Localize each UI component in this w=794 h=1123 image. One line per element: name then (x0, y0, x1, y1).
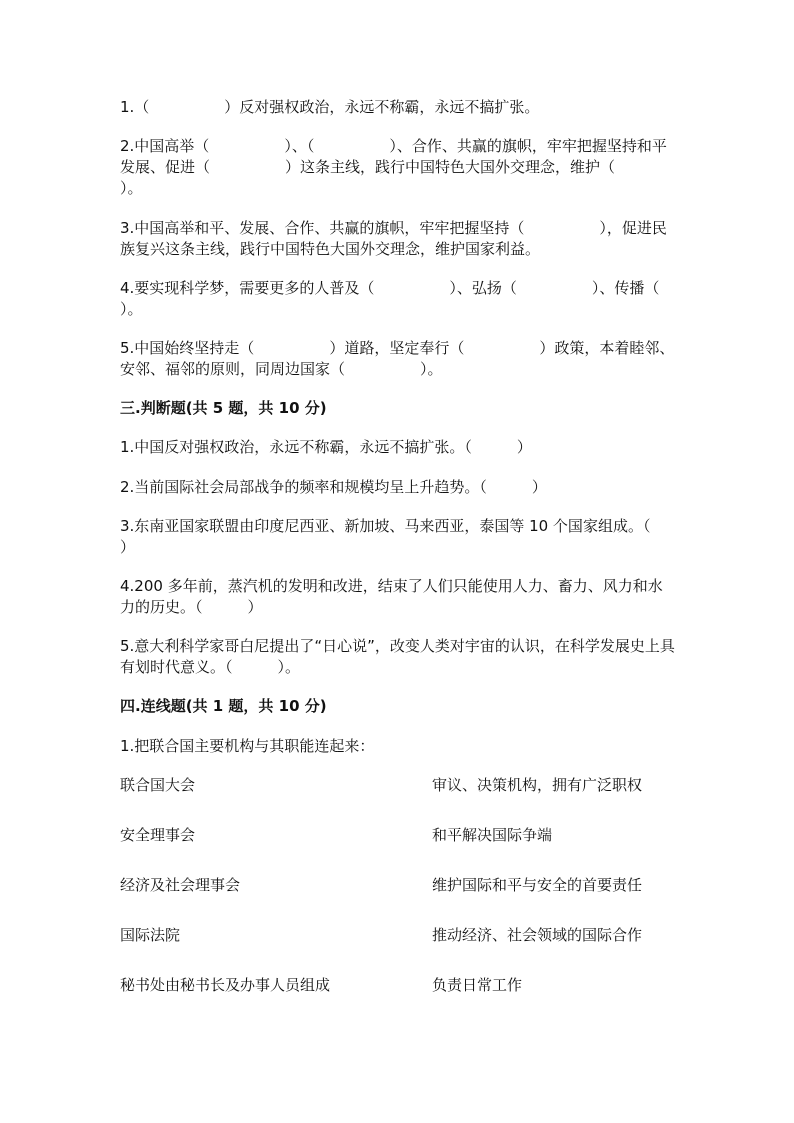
section-title-judgment: 三.判断题(共 5 题，共 10 分) (120, 399, 327, 417)
judgment-question-1: 1.中国反对强权政治，永远不称霸，永远不搞扩张。（ ） (120, 438, 532, 456)
matching-instruction: 1.把联合国主要机构与其职能连起来： (120, 737, 375, 755)
matching-left-item-4: 国际法院 (120, 926, 181, 944)
matching-left-item-1: 联合国大会 (120, 776, 196, 794)
matching-right-item-3: 维护国际和平与安全的首要责任 (432, 876, 643, 894)
matching-left-item-5: 秘书处由秘书长及办事人员组成 (120, 976, 331, 994)
matching-left-item-3: 经济及社会理事会 (120, 876, 241, 894)
fill-blank-question-2: 2.中国高举（ ）、（ ）、合作、共赢的旗帜，牢牢把握坚持和平发展、促进（ ）这条主线，践行中国特色大国外交理念，维护（ ）。 (120, 137, 691, 197)
fill-blank-question-3: 3.中国高举和平、发展、合作、共赢的旗帜，牢牢把握坚持（ ），促进民族复兴这条主线，践行中国特色大国外交理念，维护国家利益。 (120, 219, 667, 258)
matching-right-item-1: 审议、决策机构，拥有广泛职权 (432, 776, 643, 794)
matching-right-item-5: 负责日常工作 (432, 976, 523, 994)
matching-right-item-2: 和平解决国际争端 (432, 826, 553, 844)
fill-blank-question-4: 4.要实现科学梦，需要更多的人普及（ ）、弘扬（ ）、传播（ ）。 (120, 279, 735, 318)
matching-left-item-2: 安全理事会 (120, 826, 196, 844)
judgment-question-2: 2.当前国际社会局部战争的频率和规模均呈上升趋势。（ ） (120, 478, 547, 496)
judgment-question-3: 3.东南亚国家联盟由印度尼西亚、新加坡、马来西亚，泰国等 10 个国家组成。（ ） (120, 517, 696, 556)
judgment-question-5: 5.意大利科学家哥白尼提出了“日心说”，改变人类对宇宙的认识，在科学发展史上具有划时代意义。（ ）。 (120, 637, 675, 676)
matching-right-item-4: 推动经济、社会领域的国际合作 (432, 926, 643, 944)
section-title-matching: 四.连线题(共 1 题，共 10 分) (120, 697, 327, 715)
fill-blank-question-5: 5.中国始终坚持走（ ）道路，坚定奉行（ ）政策，本着睦邻、安邻、福邻的原则，同周边国家（ ）。 (120, 339, 675, 378)
judgment-question-4: 4.200 多年前，蒸汽机的发明和改进，结束了人们只能使用人力、畜力、风力和水力的历史。（ ） (120, 577, 663, 616)
fill-blank-question-1: 1.（ ）反对强权政治，永远不称霸，永远不搞扩张。 (120, 98, 540, 116)
